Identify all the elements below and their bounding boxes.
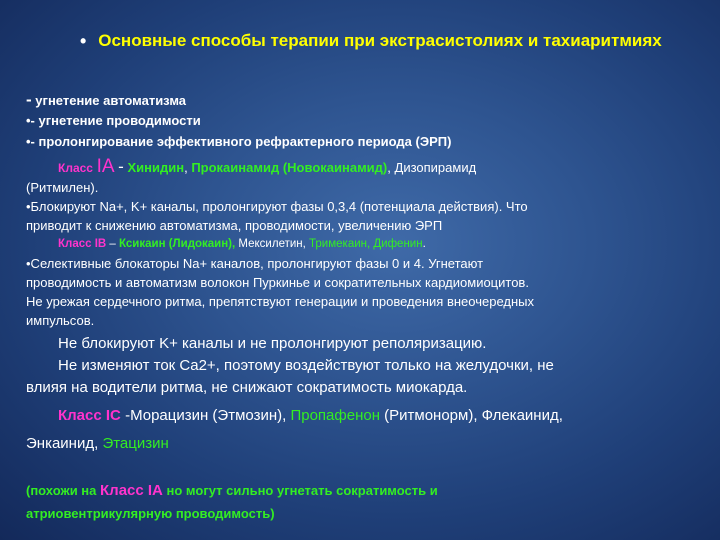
slide-content: [26, 90, 696, 523]
class-ib-desc2: проводимость и автоматизм волокон Пуркинье и сократительных кардиомиоцитов.: [26, 275, 529, 290]
item-conduction: [26, 111, 696, 130]
item-erp-text: пролонгирование эффективного рефрактерного периода (ЭРП): [38, 134, 452, 149]
drug-lidocaine: Ксикаин (Лидокаин),: [119, 238, 236, 250]
item-dash: -: [26, 90, 32, 109]
drug-quinidine: Хинидин: [127, 160, 185, 175]
class-ic-dash: -: [125, 407, 131, 424]
item-automatism: [26, 90, 696, 110]
slide-title: [60, 30, 700, 52]
item-erp: [26, 132, 696, 151]
end: .: [422, 238, 426, 250]
item-conduction-text: угнетение проводимости: [38, 113, 201, 128]
class-ia-line2: (Ритмилен).: [26, 180, 99, 195]
class-ib-label: Класс IB: [58, 238, 107, 250]
class-ia-label: Класс: [58, 161, 93, 175]
item-bullet: •-: [26, 134, 35, 149]
class-ia-code: IA: [96, 156, 115, 177]
item-automatism-text: угнетение автоматизма: [35, 93, 186, 108]
footer-open: (похожи на: [26, 483, 97, 498]
class-ic-label: Класс IC: [58, 407, 121, 424]
class-ib-line: [26, 235, 696, 254]
class-ib-note3: влияя на водители ритма, не снижают сократимость миокарда.: [26, 379, 468, 396]
class-ib-desc1: •Селективные блокаторы Na+ каналов, пролонгируют фазы 0 и 4. Угнетают: [26, 256, 484, 271]
drug-moracizine: Морацизин (Этмозин),: [130, 407, 287, 424]
class-ib-note2: Не изменяют ток Ca2+, поэтому воздействуют только на желудочки, не: [58, 357, 554, 374]
class-ib-dash: –: [109, 238, 116, 250]
footer-line2: атриовентрикулярную проводимость): [26, 506, 275, 521]
class-ia-desc1: •Блокируют Na+, K+ каналы, пролонгируют фазы 0,3,4 (потенциала действия). Что: [26, 199, 528, 214]
class-ia-dash: -: [118, 157, 124, 176]
class-ib-desc4: импульсов.: [26, 313, 95, 328]
drug-ethacizine: Этацизин: [102, 435, 169, 452]
drug-propafenone: Пропафенон: [290, 407, 380, 424]
drug-rythmonorm: (Ритмонорм), Флекаинид,: [384, 407, 563, 424]
drug-trimecaine: Тримекаин, Дифенин: [309, 238, 423, 250]
footer-line1: [26, 481, 696, 500]
class-ia-line: [26, 157, 696, 178]
drug-disopyramide: Дизопирамид: [394, 160, 477, 175]
class-ib-desc3: Не урежая сердечного ритма, препятствуют генерации и проведения внеочередных: [26, 294, 534, 309]
title-text: Основные способы терапии при экстрасистолиях и тахиаритмиях: [98, 31, 662, 50]
footer-rest: но могут сильно угнетать сократимость и: [166, 483, 438, 498]
drug-procainamide: Прокаинамид (Новокаинамид): [191, 160, 388, 175]
class-ic-line2: [26, 433, 696, 455]
sep: ,: [184, 160, 188, 175]
item-bullet: •-: [26, 113, 35, 128]
sep: ,: [387, 160, 391, 175]
footer-class-ref: Класс IA: [100, 482, 163, 499]
title-bullet: •: [80, 31, 87, 51]
drug-mexiletine: Мексилетин,: [238, 238, 306, 250]
drug-encainide: Энкаинид,: [26, 435, 99, 452]
class-ic-line: [26, 405, 696, 427]
class-ia-desc2: приводит к снижению автоматизма, проводимости, увеличению ЭРП: [26, 218, 443, 233]
class-ib-note1: Не блокируют K+ каналы и не пролонгируют реполяризацию.: [58, 335, 487, 352]
